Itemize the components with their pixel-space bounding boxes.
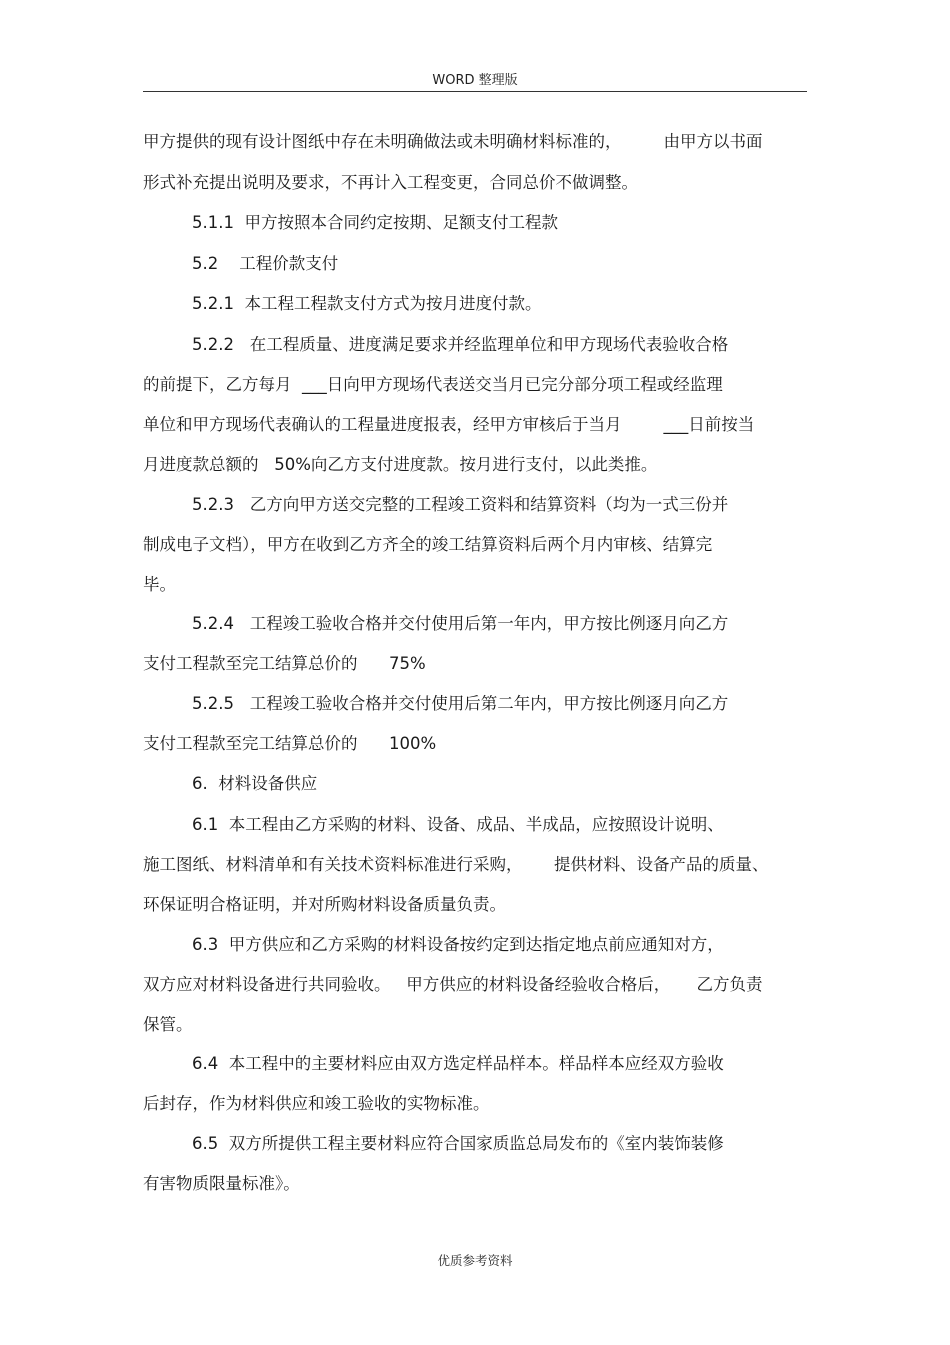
clause-5-2-5: 5.2.5 工程竣工验收合格并交付使用后第二年内，甲方按比例逐月向乙方 <box>192 694 729 713</box>
text-line: 毕。 <box>143 575 176 594</box>
clause-5-2-2: 5.2.2 在工程质量、进度满足要求并经监理单位和甲方现场代表验收合格 <box>192 335 729 354</box>
text-line: 环保证明合格证明，并对所购材料设备质量负责。 <box>143 895 506 914</box>
page-footer-text: 优质参考资料 <box>437 1253 513 1268</box>
text-line: 施工图纸、材料清单和有关技术资料标准进行采购， 提供材料、设备产品的质量、 <box>143 855 769 874</box>
text-line: 支付工程款至完工结算总价的 100% <box>143 734 437 753</box>
clause-5-2-1: 5.2.1 本工程工程款支付方式为按月进度付款。 <box>192 294 542 313</box>
text-line: 支付工程款至完工结算总价的 75% <box>143 654 426 673</box>
clause-6-4: 6.4 本工程中的主要材料应由双方选定样品样本。样品样本应经双方验收 <box>192 1054 724 1073</box>
text-line: 双方应对材料设备进行共同验收。 甲方供应的材料设备经验收合格后， 乙方负责 <box>143 975 763 994</box>
section-6-heading: 6. 材料设备供应 <box>192 774 318 793</box>
text-line: 有害物质限量标准》。 <box>143 1174 300 1193</box>
clause-6-3: 6.3 甲方供应和乙方采购的材料设备按约定到达指定地点前应通知对方， <box>192 935 724 954</box>
clause-5-2-heading: 5.2 工程价款支付 <box>192 254 339 273</box>
text-line: 甲方提供的现有设计图纸中存在未明确做法或未明确材料标准的， 由甲方以书面 <box>143 132 763 151</box>
clause-6-1: 6.1 本工程由乙方采购的材料、设备、成品、半成品，应按照设计说明、 <box>192 815 724 834</box>
clause-5-2-4: 5.2.4 工程竣工验收合格并交付使用后第一年内，甲方按比例逐月向乙方 <box>192 614 729 633</box>
header-divider <box>143 91 807 92</box>
text-line: 后封存，作为材料供应和竣工验收的实物标准。 <box>143 1094 490 1113</box>
text-line: 月进度款总额的 50%向乙方支付进度款。按月进行支付，以此类推。 <box>143 455 658 474</box>
text-line: 制成电子文档），甲方在收到乙方齐全的竣工结算资料后两个月内审核、结算完 <box>143 535 713 554</box>
text-line: 保管。 <box>143 1015 193 1034</box>
text-line: 单位和甲方现场代表确认的工程量进度报表，经甲方审核后于当月 ___日前按当 <box>143 415 755 434</box>
clause-5-1-1: 5.1.1 甲方按照本合同约定按期、足额支付工程款 <box>192 213 558 232</box>
page-header-title: WORD 整理版 <box>432 73 518 88</box>
text-line: 形式补充提出说明及要求，不再计入工程变更，合同总价不做调整。 <box>143 173 638 192</box>
text-line: 的前提下，乙方每月 ___日向甲方现场代表送交当月已完分部分项工程或经监理 <box>143 375 723 394</box>
clause-5-2-3: 5.2.3 乙方向甲方送交完整的工程竣工资料和结算资料（均为一式三份并 <box>192 495 729 514</box>
clause-6-5: 6.5 双方所提供工程主要材料应符合国家质监总局发布的《室内装饰装修 <box>192 1134 724 1153</box>
